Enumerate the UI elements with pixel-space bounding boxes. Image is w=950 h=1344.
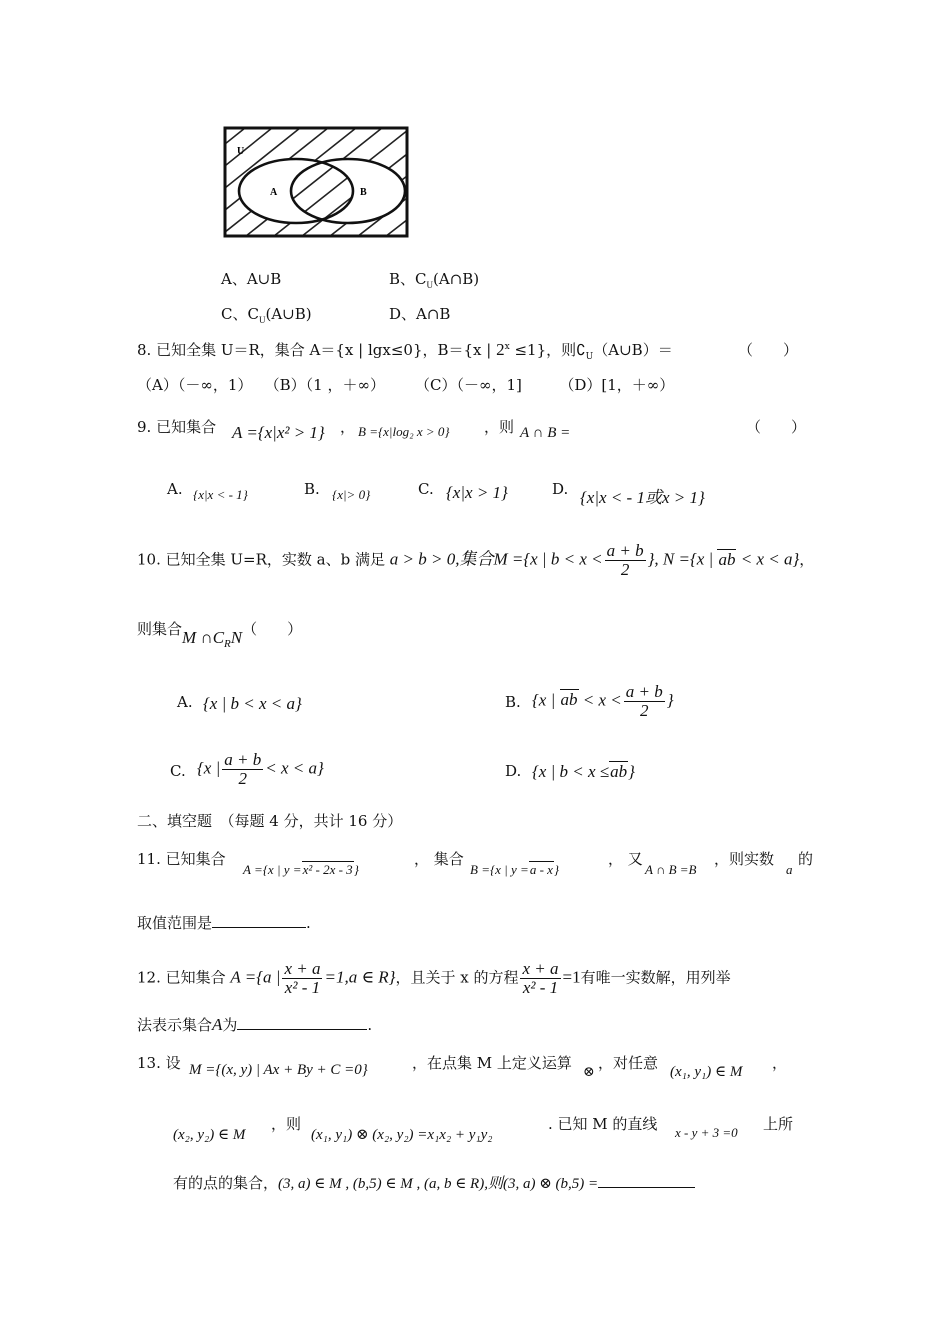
q12-line2: 法表示集合A为 . bbox=[137, 1015, 373, 1034]
q13-mid2: ，对任意 bbox=[598, 1054, 659, 1072]
q7-option-c: C、$C_U(A\cup B)$ bbox=[221, 305, 312, 325]
q13-lead: 13. 设 bbox=[137, 1054, 181, 1072]
q13-def: (x₁, y₁) ⊗ (x₂, y₂) =x₁x₂ + y₁y₂ bbox=[311, 1127, 493, 1143]
venn-label-b: B bbox=[360, 187, 367, 198]
q10-option-a-label: A. bbox=[177, 693, 193, 711]
q13-known: . 已知 M 的直线 bbox=[548, 1115, 658, 1133]
q12-stem: 12. 已知集合 A ={a | $\frac{x + a}{\text{x² - 1}}$ =1,a ∈ R}，且关于 x 的方程 $\frac{x + a}{\text{x² - 1}}$ =1有唯一实数解，用列举 bbox=[137, 959, 731, 997]
q8-answer-paren: （ ） bbox=[738, 341, 799, 359]
q11-de: 的 bbox=[798, 850, 814, 868]
q9-ask: A ∩ B = bbox=[520, 425, 571, 441]
venn-label-a: A bbox=[270, 187, 278, 198]
q13-line3: 有的点的集合，(3, a) ∈ M , (b,5) ∈ M , (a, b ∈ R),则(3, a) ⊗ (b,5) = bbox=[173, 1172, 695, 1193]
q9-option-a: {x|x < - 1} bbox=[193, 487, 248, 502]
q9-option-d-label: D. bbox=[552, 480, 569, 498]
q13-set: M ={(x, y) | Ax + By + C =0} bbox=[189, 1062, 368, 1078]
section-2-heading: 二、填空题 （每题 4 分，共计 16 分） bbox=[137, 812, 403, 830]
q10-then: 则集合M $\cap C_RN$（ ） bbox=[137, 620, 303, 650]
q11-lead: 11. 已知集合 bbox=[137, 850, 226, 868]
q10-option-c-label: C. bbox=[170, 762, 186, 780]
q7-option-b: B、$C_U(A\cap B)$ bbox=[389, 270, 480, 290]
q11-var: a bbox=[786, 862, 793, 877]
q13-op: ⊗ bbox=[583, 1064, 595, 1080]
q9-option-b: {x|> 0} bbox=[332, 487, 371, 502]
q8-stem: 8. 已知全集 U＝R，集合 A＝{x | lgx≤0}，B＝{x | $2^x \le 1$}，则$∁_U(A\cup B)=$ bbox=[137, 340, 673, 362]
q10-option-d: {x | b < x ≤ab} bbox=[532, 762, 635, 781]
q9-option-a-label: A. bbox=[167, 480, 183, 498]
q13-answer-blank[interactable] bbox=[598, 1187, 695, 1188]
q13-comma: ， bbox=[772, 1054, 788, 1072]
q11-answer-blank[interactable] bbox=[212, 927, 306, 928]
q9-option-c-label: C. bbox=[418, 480, 434, 498]
q10-option-a: {x | b < x < a} bbox=[203, 694, 302, 713]
q10-stem: 10. 已知全集 U=R，实数 a、b 满足 a > b > 0,集合M ={x | b < x < $\frac{a + b}{2}$ }, N ={x | ab < x < a}， bbox=[137, 541, 815, 579]
q9-option-b-label: B. bbox=[304, 480, 320, 498]
venn-label-u: U bbox=[237, 146, 245, 157]
q13-up: 上所 bbox=[763, 1115, 794, 1133]
q11-also: ， 又 bbox=[608, 850, 643, 868]
q11-mid: ， 集合 bbox=[414, 850, 464, 868]
q13-p1: (x₁, y₁) ∈ M bbox=[670, 1064, 743, 1080]
q9-option-d: {x|x < - 1或x > 1} bbox=[580, 488, 705, 507]
q10-option-c: {x | $\frac{a + b}{2}$ < x < a} bbox=[197, 750, 324, 788]
q12-answer-blank[interactable] bbox=[237, 1029, 367, 1030]
q13-line: x - y + 3 =0 bbox=[675, 1125, 738, 1140]
q11-set-b: B ={x | y =a - x} bbox=[470, 862, 560, 877]
q9-option-c: {x|x > 1} bbox=[446, 483, 508, 502]
q9-set-a: A ={x|x² > 1} bbox=[232, 423, 325, 442]
q10-option-d-label: D. bbox=[505, 762, 522, 780]
q9-answer-paren: （ ） bbox=[746, 418, 807, 436]
q9-set-b: B ={x|log₂ x > 0} bbox=[358, 424, 450, 439]
q13-then: ，则 bbox=[271, 1115, 302, 1133]
q9-comma: ， bbox=[340, 418, 356, 436]
q7-option-d: D、A∩B bbox=[389, 305, 451, 323]
set-b-ellipse bbox=[291, 159, 405, 223]
q8-options: （A）（－∞，1） （B）（1 ，＋∞） （C）（－∞，1] （D）[1，＋∞） bbox=[137, 376, 675, 394]
q11-set-a: A ={x | y =x² - 2x - 3} bbox=[243, 862, 359, 877]
q9-then: ，则 bbox=[484, 418, 515, 436]
venn-diagram bbox=[215, 120, 415, 242]
q13-mid: ，在点集 M 上定义运算 bbox=[412, 1054, 572, 1072]
q11-then: ，则实数 bbox=[714, 850, 775, 868]
q7-option-a: A、A∪B bbox=[221, 270, 282, 288]
q10-option-b: {x | ab < x < $\frac{a + b}{2}$ } bbox=[532, 682, 674, 720]
set-a-ellipse bbox=[239, 159, 353, 223]
q11-cond: A ∩ B =B bbox=[645, 862, 697, 877]
q9-lead: 9. 已知集合 bbox=[137, 418, 217, 436]
q13-p2: (x₂, y₂) ∈ M bbox=[173, 1127, 246, 1143]
q10-option-b-label: B. bbox=[505, 693, 521, 711]
q11-line2: 取值范围是 . bbox=[137, 914, 311, 932]
